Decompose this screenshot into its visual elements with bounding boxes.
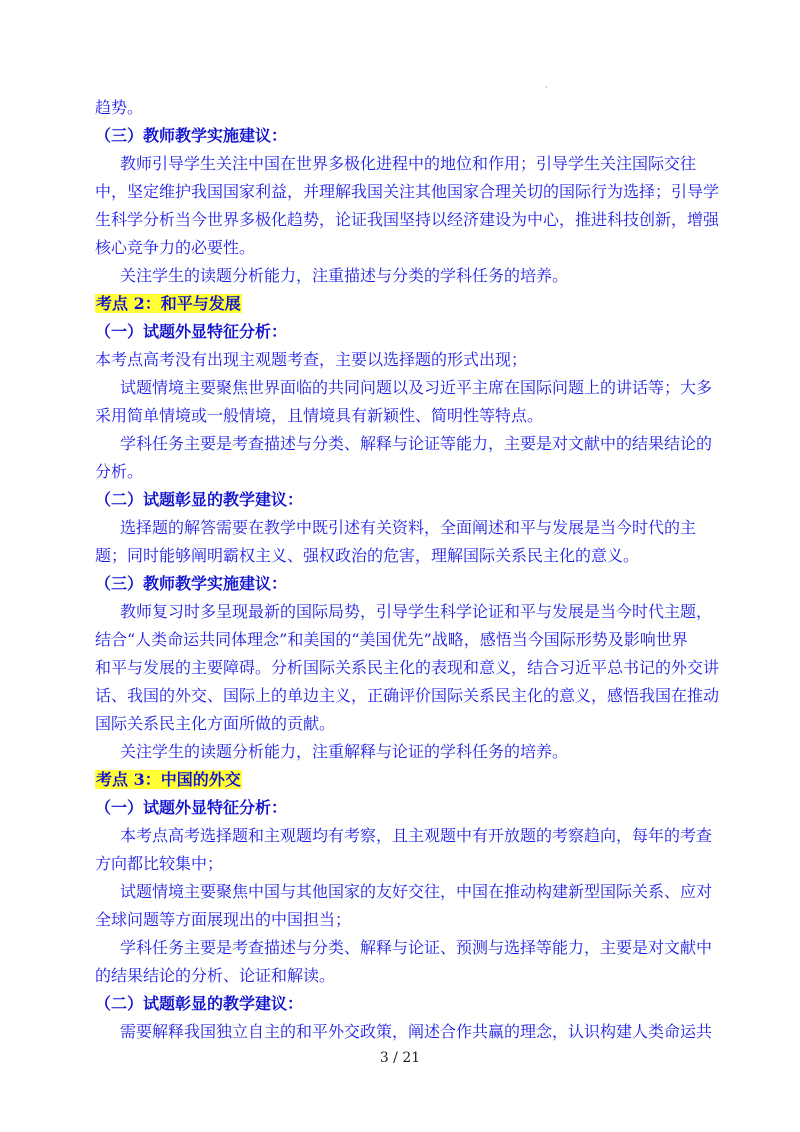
text-line: 全球问题等方面展现出的中国担当； <box>95 910 352 929</box>
text-line: 生科学分析当今世界多极化趋势，论证我国坚持以经济建设为中心，推进科技创新，增强 <box>95 210 720 229</box>
text-line: 试题情境主要聚焦中国与其他国家的友好交往，中国在推动构建新型国际关系、应对 <box>120 882 713 901</box>
text-line: 采用简单情境或一般情境，且情境具有新颖性、简明性等特点。 <box>95 406 544 425</box>
text-line: 话、我国的外交、国际上的单边主义，正确评价国际关系民主化的意义，感悟我国在推动 <box>95 686 720 705</box>
section-heading: （二）试题彰显的教学建议： <box>95 490 304 509</box>
section-heading: （二）试题彰显的教学建议： <box>95 994 304 1013</box>
text-line: 国际关系民主化方面所做的贡献。 <box>95 714 336 733</box>
section-heading: （一）试题外显特征分析： <box>95 798 288 817</box>
text-line: 关注学生的读题分析能力，注重描述与分类的学科任务的培养。 <box>120 266 569 285</box>
topic-heading-3 <box>95 769 735 791</box>
text-line: 教师复习时多呈现最新的国际局势，引导学生科学论证和平与发展是当今时代主题， <box>120 602 713 621</box>
text-line: 选择题的解答需要在教学中既引述有关资料，全面阐述和平与发展是当今时代的主 <box>120 518 697 537</box>
text-line: 教师引导学生关注中国在世界多极化进程中的地位和作用；引导学生关注国际交往 <box>120 154 697 173</box>
text-line: 趋势。 <box>95 98 144 117</box>
section-heading: （三）教师教学实施建议： <box>95 574 288 593</box>
section-heading: （一）试题外显特征分析： <box>95 322 288 341</box>
highlight: 考点 2：和平与发展 <box>96 294 241 313</box>
text-line: 方向都比较集中； <box>95 854 224 873</box>
page-number: 3 / 21 <box>379 1050 421 1066</box>
text-line: 试题情境主要聚焦世界面临的共同问题以及习近平主席在国际问题上的讲话等；大多 <box>120 378 713 397</box>
text-line: 核心竞争力的必要性。 <box>95 238 256 257</box>
highlight: 考点 3：中国的外交 <box>96 770 241 789</box>
topic-heading-2 <box>95 293 735 315</box>
text-line: 学科任务主要是考查描述与分类、解释与论证、预测与选择等能力，主要是对文献中 <box>120 938 713 957</box>
text-line: 本考点高考选择题和主观题均有考察，且主观题中有开放题的考察趋向，每年的考查 <box>120 826 713 845</box>
text-line: 结合“人类命运共同体理念”和美国的“美国优先”战略，感悟当今国际形势及影响世界 <box>95 630 688 649</box>
text-line: 学科任务主要是考查描述与分类、解释与论证等能力，主要是对文献中的结果结论的 <box>120 434 713 453</box>
section-heading: （三）教师教学实施建议： <box>95 126 288 145</box>
text-line: 本考点高考没有出现主观题考查，主要以选择题的形式出现； <box>95 350 528 369</box>
text-line: 分析。 <box>95 462 144 481</box>
page-mark: · <box>545 83 548 92</box>
text-line: 和平与发展的主要障碍。分析国际关系民主化的表现和意义，结合习近平总书记的外交讲 <box>95 658 720 677</box>
text-line: 的结果结论的分析、论证和解读。 <box>95 966 336 985</box>
text-line: 题；同时能够阐明霸权主义、强权政治的危害，理解国际关系民主化的意义。 <box>95 546 640 565</box>
text-line: 关注学生的读题分析能力，注重解释与论证的学科任务的培养。 <box>120 742 569 761</box>
text-line: 中，坚定维护我国国家利益，并理解我国关注其他国家合理关切的国际行为选择；引导学 <box>95 182 720 201</box>
text-line: 需要解释我国独立自主的和平外交政策，阐述合作共赢的理念，认识构建人类命运共 <box>120 1022 713 1041</box>
